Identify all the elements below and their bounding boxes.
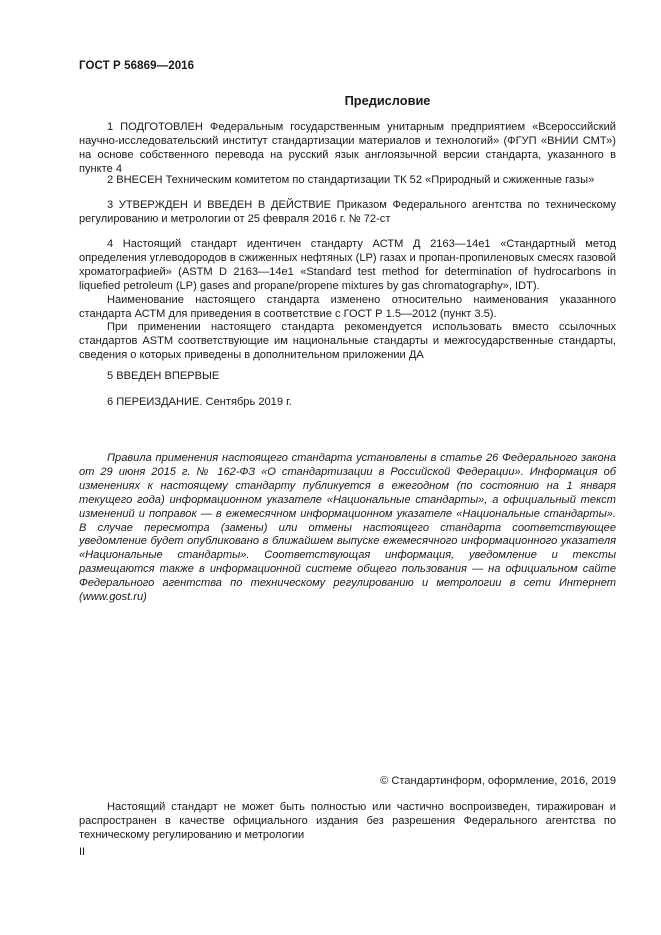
page-number: II (79, 846, 86, 858)
foreword-item-2 (79, 174, 616, 188)
foreword-item-4-paragraph-1: 4 Настоящий стандарт идентичен стандарту АСТМ Д 2163—14е1 «Стандартный метод определения углеводородов в сжиженных нефтяных (LP) газах и пропан-пропиленовых смесях газовой хроматографией» (ASTM D 2163—14e1 «Standard test method for determination of hydrocarbons in liquefied petroleum (LP) gases and propane/propene mixtures by gas chromatography», IDT). (79, 238, 616, 292)
foreword-item-5 (79, 370, 616, 384)
document-code: ГОСТ Р 56869—2016 (79, 60, 195, 72)
foreword-item-6 (79, 396, 616, 410)
foreword-item-4 (79, 238, 616, 363)
reproduction-notice (79, 801, 616, 843)
foreword-item-2-text: 2 ВНЕСЕН Техническим комитетом по стандартизации ТК 52 «Природный и сжиженные газы» (107, 174, 595, 186)
foreword-item-1-text: 1 ПОДГОТОВЛЕН Федеральным государственным унитарным предприятием «Всероссийский научно-исследовательский институт стандартизации материалов и технологий» (ФГУП «ВНИИ СМТ») на основе собственного перевода на русский язык англоязычной версии стандарта, указанного в пункте 4 (79, 121, 616, 175)
reproduction-notice-text: Настоящий стандарт не может быть полностью или частично воспроизведен, тиражирован и распространен в качестве официального издания без разрешения Федерального агентства по техническому регулированию и метрологии (79, 801, 616, 841)
foreword-item-3 (79, 199, 616, 227)
foreword-item-3-text: 3 УТВЕРЖДЕН И ВВЕДЕН В ДЕЙСТВИЕ Приказом Федерального агентства по техническому регулированию и метрологии от 25 февраля 2016 г. № 72-ст (79, 199, 616, 225)
rules-notice (79, 452, 616, 605)
foreword-item-4-paragraph-2: Наименование настоящего стандарта изменено относительно наименования указанного стандарта АСТМ для приведения в соответствие с ГОСТ Р 1.5—2012 (пункт 3.5). (79, 293, 616, 320)
foreword-item-4-paragraph-3: При применении настоящего стандарта рекомендуется использовать вместо ссылочных стандартов ASTM соответствующие им национальные стандарты и межгосударственные стандарты, сведения о которых приведены в дополнительном приложении ДА (79, 321, 616, 362)
foreword-item-6-text: 6 ПЕРЕИЗДАНИЕ. Сентябрь 2019 г. (107, 396, 292, 408)
foreword-item-1 (79, 121, 616, 177)
section-title: Предисловие (344, 93, 431, 108)
foreword-item-5-text: 5 ВВЕДЕН ВПЕРВЫЕ (107, 370, 220, 382)
copyright-line: © Стандартинформ, оформление, 2016, 2019 (380, 775, 616, 787)
rules-notice-text: Правила применения настоящего стандарта установлены в статье 26 Федерального закона от 29 июня 2015 г. № 162-ФЗ «О стандартизации в Российской Федерации». Информация об изменениях к настоящему стандарту публикуется в ежегодном (по состоянию на 1 января текущего года) информационном указателе «Национальные стандарты», а официальный текст изменений и поправок — в ежемесячном информационном указателе «Национальные стандарты». В случае пересмотра (замены) или отмены настоящего стандарта соответствующее уведомление будет опубликовано в ближайшем выпуске ежемесячного информационного указателя «Национальные стандарты». Соответствующая информация, уведомление и тексты размещаются также в информационной системе общего пользования — на официальном сайте Федерального агентства по техническому регулированию и метрологии в сети Интернет (www.gost.ru) (79, 452, 616, 604)
